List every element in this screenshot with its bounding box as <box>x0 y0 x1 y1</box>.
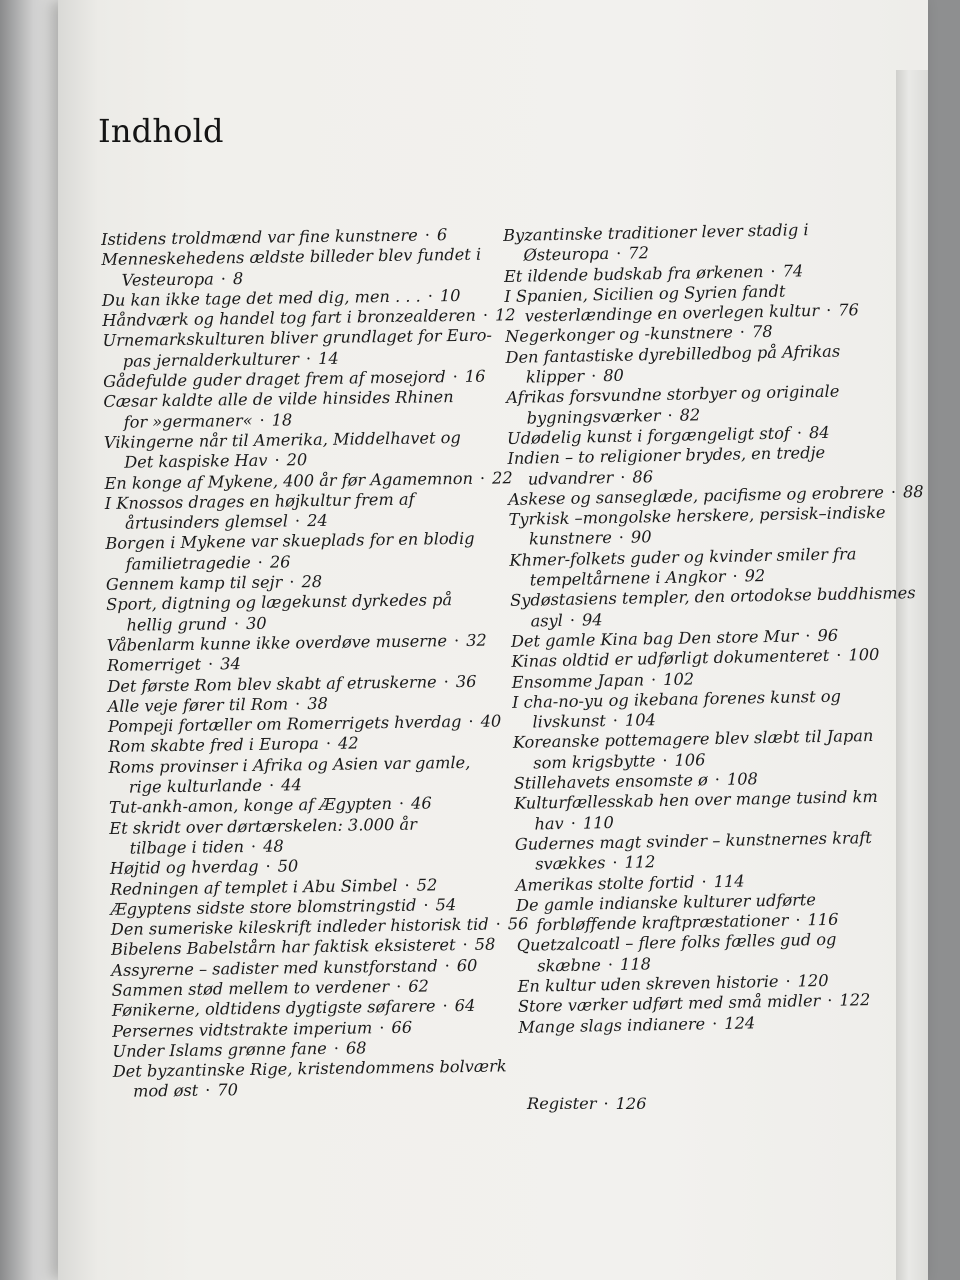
toc-page-number: 100 <box>848 645 880 665</box>
toc-register-entry <box>527 1094 647 1113</box>
toc-page-number: 22 <box>491 467 513 488</box>
separator-dot: · <box>259 410 265 430</box>
separator-dot: · <box>205 1081 211 1101</box>
toc-entry-title-line: Quetzalcoatl – flere folks fælles gud og <box>516 930 837 956</box>
toc-entry-title-line: Byzantinske traditioner lever stadig i <box>503 220 809 245</box>
toc-page-number: 96 <box>817 625 839 645</box>
toc-page-number: 72 <box>628 243 650 263</box>
separator-dot: · <box>795 910 801 930</box>
toc-page-number: 56 <box>507 914 529 934</box>
toc-entry-title-line: Rom skabte fred i Europa <box>108 734 320 757</box>
toc-page-number: 28 <box>301 571 323 592</box>
toc-entry-title-line: Roms provinser i Afrika og Asien var gamle, <box>108 752 471 777</box>
toc-entry <box>105 529 506 575</box>
toc-entry-title-line: familietragedie <box>125 552 251 574</box>
toc-entry-title-line: mod øst <box>132 1081 199 1102</box>
toc-entry-title-line: Gudernes magt svinder – kunstnernes kraft <box>514 827 872 854</box>
separator-dot: · <box>305 348 312 368</box>
toc-entry-title-line: for »germaner« <box>123 410 253 432</box>
toc-page-number: 102 <box>663 668 695 689</box>
toc-entry-title-line: udvandrer <box>527 467 614 489</box>
toc-page-number: 104 <box>624 710 657 730</box>
toc-page-number: 118 <box>619 953 652 974</box>
toc-page-number: 16 <box>464 366 486 387</box>
toc-page-number: 112 <box>624 852 656 872</box>
separator-dot: · <box>805 626 811 646</box>
toc-page-number: 86 <box>632 466 654 487</box>
toc-entry-title-line: Pompeji fortæller om Romerrigets hverdag <box>107 712 462 737</box>
separator-dot: · <box>479 468 486 488</box>
toc-entry-title-line: hav <box>534 813 564 834</box>
toc-entry-title-line: Amerikas stolte fortid <box>515 871 695 895</box>
toc-entry-title-line: Vikingerne når til Amerika, Middelhavet og <box>103 427 461 452</box>
toc-entry-title-line: Koreanske pottemagere blev slæbt til Japan <box>512 726 874 753</box>
toc-page-number: 10 <box>439 285 461 306</box>
toc-entry-title-line: Det kaspiske Hav <box>124 450 268 472</box>
toc-entry-title-line: kunstnere <box>528 528 612 550</box>
toc-page-number: 6 <box>436 225 448 245</box>
toc-entry-title-line: Askese og sanseglæde, pacifisme og erobrere <box>508 482 885 509</box>
separator-dot: · <box>612 853 618 873</box>
toc-page-number: 34 <box>220 654 241 674</box>
toc-entry-title-line: Våbenlarm kunne ikke overdøve muserne <box>106 631 448 655</box>
separator-dot: · <box>667 405 673 425</box>
toc-entry-title-line: Det byzantinske Rige, kristendommens bolværk <box>112 1056 507 1082</box>
separator-dot: · <box>396 976 402 996</box>
toc-entry-title-line: Østeuropa <box>523 244 610 265</box>
toc-page-number: 14 <box>317 348 339 368</box>
toc-entry-title-line: I cha-no-yu og ikebana forenes kunst og <box>511 686 842 712</box>
toc-entry-title-line: forbløffende kraftpræstationer <box>536 910 789 935</box>
toc-entry-title-line: Afrikas forsvundne storbyer og originale <box>506 381 840 408</box>
separator-dot: · <box>785 971 791 991</box>
separator-dot: · <box>325 734 332 754</box>
separator-dot: · <box>732 566 738 586</box>
toc-page-number: 88 <box>902 481 924 502</box>
toc-entry-title-line: bygningsværker <box>526 405 661 428</box>
separator-dot: · <box>333 1038 340 1058</box>
separator-dot: · <box>770 261 776 281</box>
toc-entry-title-line: asyl <box>530 610 564 631</box>
toc-page-number: 94 <box>581 609 603 630</box>
toc-entry-title-line: Kulturfællesskab hen over mange tusind km <box>513 787 878 814</box>
toc-page-number: 50 <box>277 856 299 876</box>
toc-entry-title-line: Alle veje fører til Rom <box>107 694 289 716</box>
toc-page-number: 48 <box>262 836 284 856</box>
separator-dot: · <box>495 914 501 934</box>
toc-page-number: 42 <box>337 733 359 754</box>
toc-entry-title-line: Sydøstasiens templer, den ortodokse buddhismes <box>510 583 916 611</box>
separator-dot: · <box>207 654 214 674</box>
separator-dot: · <box>569 610 576 630</box>
separator-dot: · <box>612 711 619 731</box>
separator-dot: · <box>404 875 410 895</box>
toc-page-number: 110 <box>582 812 614 833</box>
toc-page-number: 26 <box>269 552 291 572</box>
separator-dot: · <box>379 1017 385 1037</box>
toc-page-number: 54 <box>435 894 457 915</box>
separator-dot: · <box>482 305 489 325</box>
separator-dot: · <box>570 813 577 833</box>
toc-page-number: 46 <box>410 793 432 814</box>
toc-page-number: 92 <box>744 566 766 586</box>
toc-page-number: 106 <box>674 749 706 770</box>
toc-entry-title-line: skæbne <box>537 954 602 976</box>
toc-entry-title-line: klipper <box>525 366 585 387</box>
toc-entry-title-line: Vesteuropa <box>121 269 214 290</box>
toc-entry-title-line: Stillehavets ensomste ø <box>513 770 709 793</box>
separator-dot: · <box>618 528 625 548</box>
toc-page-number: 32 <box>466 630 487 650</box>
toc-right-column <box>503 219 924 1038</box>
separator-dot: · <box>294 694 301 714</box>
separator-dot: · <box>257 552 264 572</box>
toc-entry-title-line: En konge af Mykene, 400 år før Agamemnon <box>104 468 474 493</box>
toc-page-number: 114 <box>713 870 745 891</box>
separator-dot: · <box>468 711 474 732</box>
toc-entry-title-line: Borgen i Mykene var skueplads for en blodig <box>105 529 475 554</box>
toc-entry-title-line: Store værker udført med små midler <box>517 991 821 1017</box>
toc-entry-title-line: Et ildende budskab fra ørkenen <box>503 261 764 286</box>
toc-page-number: 58 <box>474 934 496 955</box>
toc-page-number: 12 <box>494 305 516 325</box>
toc-entry-title-line: Indien – to religioner brydes, en tredje <box>507 443 826 469</box>
toc-entry-title-line: Ægyptens sidste store blomstringstid <box>110 895 417 919</box>
toc-page-number: 44 <box>281 775 302 795</box>
toc-entry-title-line: hellig grund <box>126 613 227 635</box>
separator-dot: · <box>836 645 842 665</box>
toc-entry-title-line: Khmer-folkets guder og kvinder smiler fra <box>509 544 857 570</box>
toc-page-number: 30 <box>245 613 267 633</box>
separator-dot: · <box>701 871 707 891</box>
toc-page-number: 8 <box>232 268 244 288</box>
toc-entry-title-line: som krigsbytte <box>533 750 656 773</box>
page-title: Indhold <box>98 112 224 150</box>
separator-dot: · <box>289 572 295 592</box>
toc-page-number: 124 <box>724 1012 756 1033</box>
separator-dot: · <box>650 669 657 689</box>
separator-dot: · <box>398 794 405 814</box>
toc-entry-title-line: Under Islams grønne fane <box>112 1038 327 1061</box>
register-label: Register <box>527 1094 597 1113</box>
toc-entry-title-line: Assyrerne – sadister med kunstforstand <box>111 956 438 980</box>
toc-page-number: 120 <box>797 970 829 991</box>
toc-page-number: 20 <box>286 450 308 470</box>
separator-dot: · <box>444 955 450 975</box>
toc-entry-title-line: Det gamle Kina bag Den store Mur <box>510 626 799 651</box>
toc-entry-title-line: Udødelig kunst i forgængeligt stof <box>506 423 791 448</box>
toc-entry <box>102 326 503 372</box>
toc-entry-title-line: Håndværk og handel tog fart i bronzealderen <box>102 305 477 331</box>
toc-entry-title-line: Gådefulde guder draget frem af mosejord <box>102 367 446 392</box>
separator-dot: · <box>607 954 614 974</box>
toc-page-number: 74 <box>782 260 804 281</box>
toc-entry-title-line: Negerkonger og -kunstnere <box>504 323 734 347</box>
toc-entry-title-line: vesterlændinge en overlegen kultur <box>524 301 820 326</box>
toc-entry-title-line: livskunst <box>532 711 606 732</box>
toc-page-number: 70 <box>217 1080 239 1100</box>
toc-entry-title-line: Sport, digtning og lægekunst dyrkedes på <box>106 590 453 615</box>
toc-entry-title-line: I Knossos drages en højkultur frem af <box>104 489 415 513</box>
separator-dot: · <box>714 769 721 790</box>
separator-dot: · <box>294 511 301 531</box>
toc-page-number: 36 <box>455 671 477 691</box>
separator-dot: · <box>250 836 257 856</box>
separator-dot: · <box>662 750 668 770</box>
toc-entry <box>108 752 509 798</box>
separator-dot: · <box>442 996 448 1016</box>
separator-dot: · <box>424 225 431 245</box>
separator-dot: · <box>265 856 271 876</box>
toc-page-number: 76 <box>838 300 860 320</box>
toc-page-number: 66 <box>391 1017 413 1037</box>
separator-dot: · <box>274 450 280 470</box>
toc-entry-title-line: Mange slags indianere <box>518 1013 706 1037</box>
separator-dot: · <box>620 467 626 487</box>
toc-entry-title-line: I Spanien, Sicilien og Syrien fandt <box>504 281 786 306</box>
toc-entry <box>105 488 506 534</box>
toc-entry-title-line: Gennem kamp til sejr <box>105 572 283 595</box>
toc-entry-title-line: årtusinders glemsel <box>124 511 289 533</box>
toc-page-number: 108 <box>726 769 759 789</box>
toc-page-number: 90 <box>630 527 652 548</box>
toc-page-number: 116 <box>807 909 839 930</box>
separator-dot: · <box>453 630 460 651</box>
separator-dot: · <box>268 775 275 795</box>
toc-entry-title-line: Fønikerne, oldtidens dygtigste søfarere <box>111 996 436 1021</box>
toc-page-number: 60 <box>456 955 478 975</box>
toc-entry-title-line: pas jernalderkulturer <box>122 349 300 371</box>
toc-page-number: 78 <box>751 322 773 342</box>
separator-dot: · <box>233 613 240 633</box>
toc-entry-title-line: Den sumeriske kileskrift indleder historisk tid <box>110 914 489 940</box>
toc-page-number: 18 <box>271 410 293 430</box>
toc-page-number: 62 <box>408 976 430 996</box>
toc-entry-title-line: En kultur uden skreven historie <box>517 971 779 996</box>
toc-entry <box>106 590 507 636</box>
toc-page-number: 40 <box>480 711 502 731</box>
register-page-number: 126 <box>615 1094 647 1113</box>
separator-dot: · <box>890 482 897 502</box>
toc-left-column <box>101 224 529 1102</box>
separator-dot: · <box>452 367 458 387</box>
separator-dot: · <box>590 366 597 386</box>
toc-entry-title-line: Redningen af templet i Abu Simbel <box>110 875 398 899</box>
separator-dot: · <box>739 322 746 342</box>
toc-page-number: 84 <box>808 422 830 443</box>
toc-entry-title-line: tempeltårnene i Angkor <box>529 566 726 590</box>
toc-entry <box>104 427 505 473</box>
toc-entry-title-line: Tyrkisk –mongolske herskere, persisk–indiske <box>508 502 886 530</box>
toc-entry-title-line: tilbage i tiden <box>129 836 245 858</box>
toc-entry-title-line: Kinas oldtid er udførligt dokumenteret <box>511 646 830 672</box>
toc-page-number: 24 <box>307 511 328 531</box>
separator-dot: · <box>220 268 227 288</box>
toc-entry-title-line: Du kan ikke tage det med dig, men . . . <box>101 286 421 310</box>
toc-entry-title-line: Højtid og hverdag <box>109 857 259 879</box>
toc-page-number: 122 <box>839 990 871 1010</box>
separator-dot: · <box>825 300 832 320</box>
toc-page-number: 38 <box>307 693 328 713</box>
toc-entry-title-line: Persernes vidtstrakte imperium <box>112 1017 373 1041</box>
toc-entry-title-line: Istidens troldmænd var fine kunstnere <box>101 225 418 249</box>
toc-page-number: 80 <box>603 365 625 386</box>
separator-dot: · <box>423 895 429 915</box>
toc-page-number: 68 <box>345 1038 367 1058</box>
toc-entry-title-line: Urnemarkskulturen bliver grundlaget for Euro- <box>102 326 493 351</box>
toc-page-number: 82 <box>679 404 701 425</box>
separator-dot: · <box>615 244 622 264</box>
toc-entry-title-line: Tut-ankh-amon, konge af Ægypten <box>108 794 393 818</box>
separator-dot: · <box>427 286 434 306</box>
separator-dot: · <box>711 1013 718 1033</box>
separator-dot: · <box>827 991 833 1011</box>
separator-dot: · <box>462 935 468 955</box>
toc-entry <box>113 1057 514 1103</box>
separator-dot: · <box>796 423 803 443</box>
toc-entry <box>101 245 502 291</box>
toc-entry <box>504 279 890 327</box>
toc-entry-title-line: Den fantastiske dyrebilledbog på Afrikas <box>505 341 841 367</box>
toc-entry-title-line: Sammen stød mellem to verdener <box>111 977 390 1000</box>
toc-entry-title-line: De gamle indianske kulturer udførte <box>515 889 817 915</box>
toc-entry <box>103 387 504 433</box>
toc-entry-title-line: Menneskehedens ældste billeder blev fundet i <box>101 244 482 270</box>
toc-entry <box>109 813 510 859</box>
toc-entry-title-line: rige kulturlande <box>128 775 263 797</box>
toc-entry-title-line: Bibelens Babelstårn har faktisk eksisteret <box>110 935 456 960</box>
separator-dot: · <box>443 671 449 691</box>
toc-entry-title-line: Ensomme Japan <box>511 669 645 692</box>
toc-entry-title-line: Det første Rom blev skabt af etruskerne <box>107 671 437 696</box>
toc-entry-title-line: svækkes <box>535 853 606 874</box>
toc-page-number: 52 <box>416 874 438 895</box>
page-stack-edge <box>896 70 928 1280</box>
toc-entry-title-line: Et skridt over dørtærskelen: 3.000 år <box>109 814 417 838</box>
toc-entry-title-line: Romerriget <box>106 654 202 676</box>
separator-dot: · <box>603 1094 609 1113</box>
toc-page-number: 64 <box>454 996 476 1016</box>
toc-entry-title-line: Cæsar kaldte alle de vilde hinsides Rhinen <box>103 387 454 412</box>
